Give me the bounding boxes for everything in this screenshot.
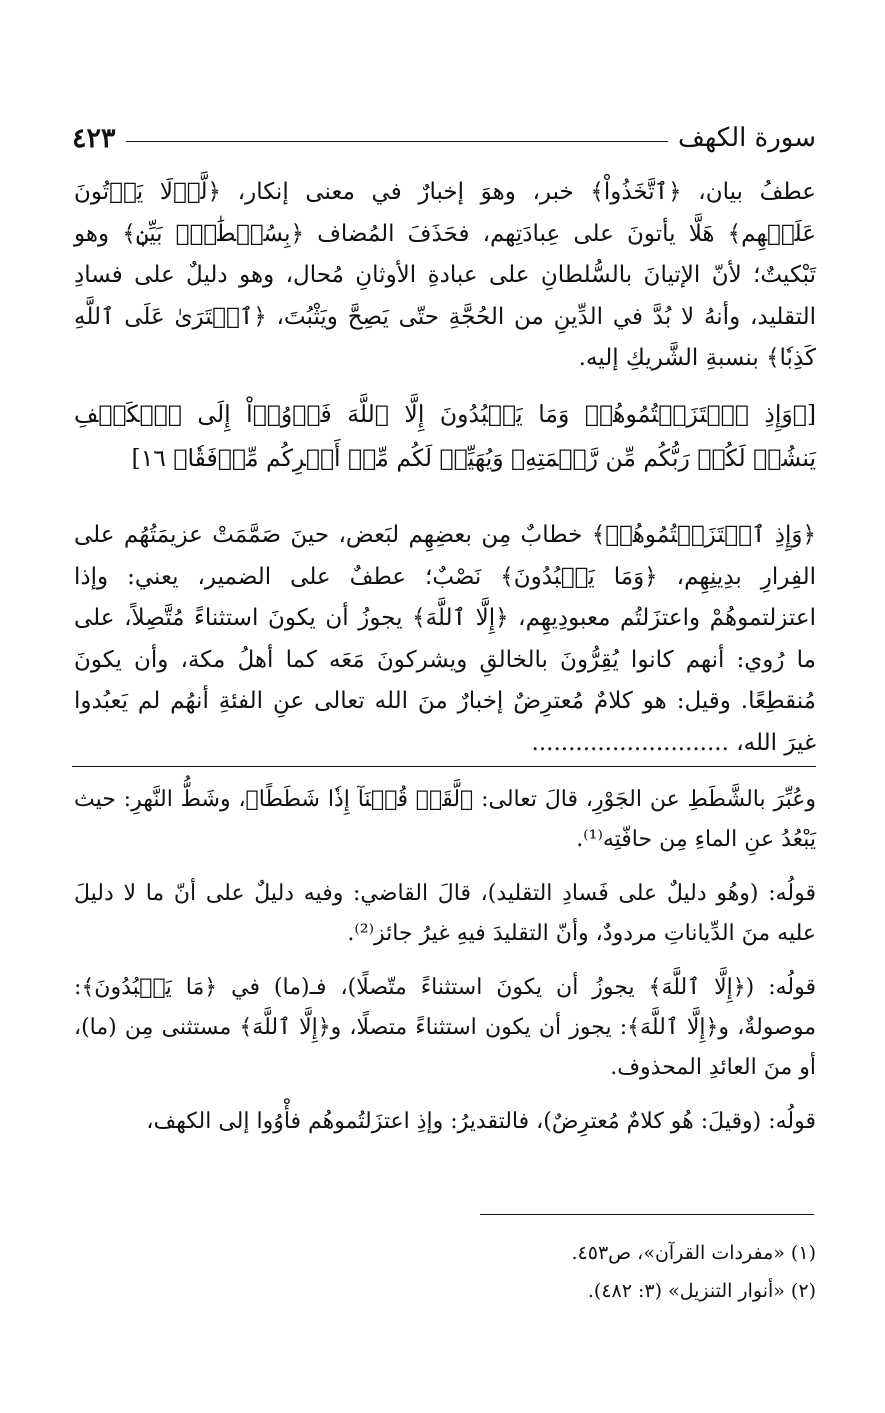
commentary-2-text: ﴿وَإِذِ ٱعۡتَزَلۡتُمُوهُمۡ﴾ خطابٌ مِن بعضِهِم لبَعض، حينَ صَمَّمَتْ عزيمَتُهُم على الفِرارِ بدِينِهِم، ﴿وَمَا يَعۡبُدُونَ﴾ نَصْبٌ؛ عطفٌ على الضمير، يعني: وإذا اعتزلتموهُمْ واعتزَلتُم معبودِيهِم، ﴿إِلَّا ٱللَّهَ﴾ يجوزُ أن يكونَ استثناءً مُتَّصِلاً، على ما رُوي: أنهم كانوا يُقِرُّونَ بالخالقِ ويشركونَ مَعَه كما أهلُ مكة، وأن يكونَ مُنقطِعًا. وقيل: هو كلامٌ مُعترِضٌ إخبارٌ منَ الله تعالى عنِ الفئةِ أنهُم لم يَعبُدوا غيرَ الله، [74, 522, 816, 756]
commentary-block-1 [74, 172, 816, 380]
note-paragraph: قولُه: (وهُو دليلٌ على فَسادِ التقليد)، قالَ القاضي: وفيه دليلٌ على أنّ ما لا دليلَ عليه منَ الدِّياناتِ مردودٌ، وأنّ التقليدَ فيهِ غيرُ جائز⁽²⁾. [74, 881, 816, 946]
marginal-notes [74, 780, 816, 1156]
header-rule [126, 141, 668, 142]
footnote-1: (١) «مفردات القرآن»، ص٤٥٣. [571, 1242, 816, 1264]
footnotes [74, 1234, 816, 1310]
commentary-block-2 [74, 515, 816, 764]
note-paragraph: قولُه: (﴿إِلَّا ٱللَّهَ﴾ يجوزُ أن يكونَ استثناءً متّصلًا)، فـ(ما) في ﴿مَا يَعۡبُدُونَ﴾: موصولةٌ، و﴿إِلَّا ٱللَّهَ﴾: يجوز أن يكون استثناءً متصلًا، و﴿إِلَّا ٱللَّهَ﴾ مستثنى مِن (ما)، أو منَ العائدِ المحذوف. [74, 975, 816, 1080]
notes-divider [72, 766, 816, 767]
note-paragraph: قولُه: (وقيلَ: هُو كلامٌ مُعترِضٌ)، فالتقديرُ: وإذِ اعتزَلتُموهُم فأْوُوا إلى الكهف، [146, 1109, 816, 1134]
verse-text: [﴿وَإِذِ ٱعۡتَزَلۡتُمُوهُمۡ وَمَا يَعۡبُدُونَ إِلَّا ٱللَّهَ فَأۡوُۥٓاْ إِلَى ٱلۡكَهۡفِ يَنشُرۡ لَكُمۡ رَبُّكُم مِّن رَّحۡمَتِهِۦ وَيُهَيِّئۡ لَكُم مِّنۡ أَمۡرِكُم مِّرۡفَقٗا﴾ ١٦] [74, 400, 816, 472]
surah-title: سورة الكهف [677, 123, 816, 153]
commentary-paragraph-2 [74, 515, 816, 764]
footnote-2: (٢) «أنوار التنزيل» (٣: ٤٨٢). [587, 1280, 816, 1302]
continuation-dots: ........................... [531, 729, 729, 756]
page-number: ٤٢٣ [72, 122, 116, 154]
footnote-divider [480, 1214, 814, 1215]
quran-verse [74, 392, 816, 480]
note-paragraph: وعُبِّرَ بالشَّطَطِ عن الجَوْرِ، قالَ تعالى: ﴿لَّقَدۡ قُلۡنَآ إِذٗا شَطَطًا﴾، وشَطُّ النَّهرِ: حيث يَبْعُدُ عنِ الماءِ مِن حافّتِه⁽¹⁾. [74, 787, 816, 852]
page-header [72, 118, 816, 158]
commentary-paragraph: عطفُ بيان، ﴿ٱتَّخَذُواْ﴾ خبر، وهوَ إخبارٌ في معنى إنكار، ﴿لَّوۡلَا يَأۡتُونَ عَلَيۡهِم﴾ هَلَّا يأتونَ على عِبادَتِهم، فحَذَفَ المُضاف ﴿بِسُلۡطَٰنِۭ بَيِّنٖ﴾ وهو تَبْكيتٌ؛ لأنّ الإتيانَ بالسُّلطانِ على عبادةِ الأوثانِ مُحال، وهو دليلٌ على فسادِ التقليد، وأنهُ لا بُدَّ في الدِّينِ من الحُجَّةِ حتّى يَصِحَّ ويَثْبُتَ، ﴿ٱفۡتَرَىٰ عَلَى ٱللَّهِ كَذِبٗا﴾ بنسبةِ الشَّريكِ إليه. [74, 179, 816, 371]
